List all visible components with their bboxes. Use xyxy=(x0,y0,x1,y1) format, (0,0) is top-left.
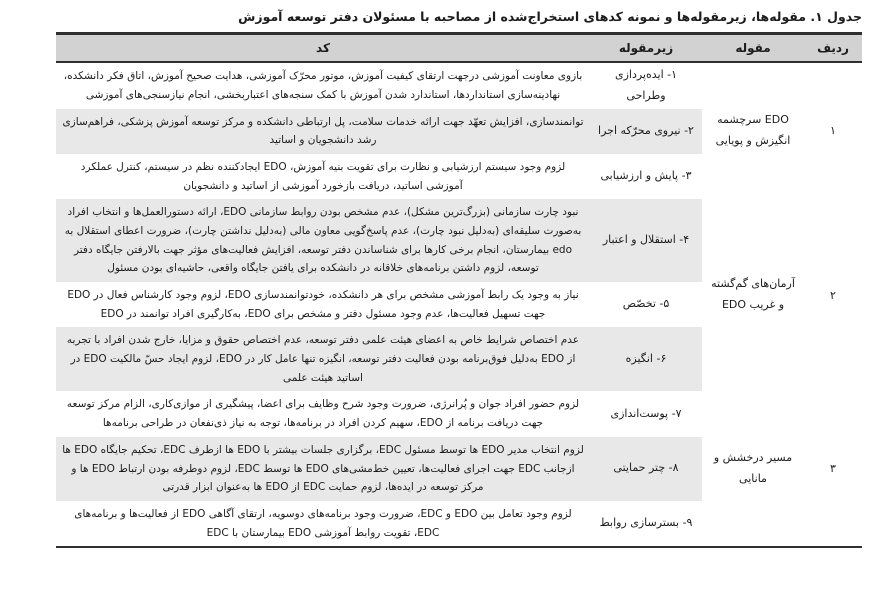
cell-subcategory: ۱- ایده‌پردازی وطراحی xyxy=(614,67,678,102)
column-header-category: مقوله xyxy=(702,33,804,62)
table-row xyxy=(56,391,862,436)
cell-code: لزوم انتخاب مدیر EDO ها توسط مسئول EDC، برگزاری جلسات بیشتر با EDO ها ازطرف EDC، تحکیم جایگاه EDO ها ازجانب EDC جهت اجرای فعالیت‌ها، تعیین خط‌مشی‌های EDO ها توسط EDC، لزوم دوطرفه بودن ارتباط EDO ها و مرکز توسعه در ایده‌ها، لزوم حمایت EDC از EDO ها به‌عنوان ابزار قدرتی xyxy=(56,437,590,501)
cell-code: لزوم حضور افراد جوان و پُرانرژی، ضرورت وجود شرح وظایف برای اعضا، پیشگیری از موازی‌کاری، الزام مرکز توسعه جهت دریافت برنامه از EDO، سهیم کردن افراد در برنامه‌ها، توجه به نیاز ذی‌نفعان در طراحی برنامه‌ها xyxy=(66,398,580,430)
header-row xyxy=(56,33,862,62)
cell-row-number: ۱ xyxy=(830,124,836,138)
column-header-subcategory: زیرمقوله xyxy=(590,33,702,62)
table-header xyxy=(56,33,862,62)
cell-subcategory: ۲- نیروی محرّکه اجرا xyxy=(590,109,702,154)
cell-category: EDO سرچشمه انگیزش و پویایی xyxy=(715,113,791,148)
cell-subcategory: ۴- استقلال و اعتبار xyxy=(590,199,702,282)
cell-category: آرمان‌های گم‌گشته و غریب EDO xyxy=(711,277,795,312)
table-row xyxy=(56,62,862,109)
cell-category: مسیر درخشش و مانایی xyxy=(713,450,793,485)
table-caption: جدول ۱. مقوله‌ها، زیرمقوله‌ها و نمونه کدهای استخراج‌شده از مصاحبه با مسئولان دفتر توسعه آموزش xyxy=(238,9,862,24)
cell-code: بازوی معاونت آموزشی درجهت ارتقای کیفیت آموزش، موتور محرّک آموزشی، هدایت صحیح آموزش، اتاق فکر دانشکده، نهادینه‌سازی استانداردها، استاندارد شدن آموزش با کمک سنجه‌های اعتباربخشی، انجام نیازسنجی‌های آموزشی xyxy=(63,69,583,101)
cell-code: عدم اختصاص شرایط خاص به اعضای هیئت علمی دفتر توسعه، عدم اختصاص حقوق و مزایا، خارج شدن افراد با تجربه از EDO به‌دلیل فوق‌برنامه بودن فعالیت دفتر توسعه، انگیزه تنها عامل کار در EDO، لزوم ایجاد حسّ مالکیت EDO در اساتید هیئت علمی xyxy=(56,327,590,391)
cell-subcategory: ۷- پوست‌اندازی xyxy=(610,406,682,420)
cell-code: توانمندسازی، افزایش تعهّد جهت ارائه خدمات سلامت، پل ارتباطی دانشکده و مرکز توسعه آموزش پزشکی، فراهم‌سازی رشد دانشجویان و اساتید xyxy=(56,109,590,154)
column-header-code: کد xyxy=(56,33,590,62)
cell-subcategory: ۵- تخصّص xyxy=(622,297,670,311)
cell-code: لزوم وجود سیستم ارزشیابی و نظارت برای تقویت بنیه آموزش، EDO ایجادکننده نظم در سیستم، کنترل عملکرد آموزشی اساتید، دریافت بازخورد آموزشی از اساتید و دانشجویان xyxy=(80,160,566,192)
cell-subcategory: ۹- بسترسازی روابط xyxy=(599,516,693,530)
cell-subcategory: ۳- پایش و ارزشیابی xyxy=(600,169,692,183)
cell-code: لزوم وجود تعامل بین EDO و EDC، ضرورت وجود برنامه‌های دوسویه، ارتقای آگاهی EDO از فعالیت‌ها و برنامه‌های EDC، تقویت روابط آموزشی EDO بیمارستان با EDC xyxy=(74,507,572,539)
cell-row-number: ۳ xyxy=(830,462,836,476)
cell-code: نیاز به وجود یک رابط آموزشی مشخص برای هر دانشکده، خودتوانمندسازی EDO، لزوم وجود کارشناس فعال در EDO جهت تسهیل فعالیت‌ها، عدم وجود مسئول دفتر و مشخص برای EDO، به‌کارگیری افراد توانمند در EDO xyxy=(67,289,579,320)
column-header-row-number: ردیف xyxy=(804,33,862,62)
cell-subcategory: ۸- چتر حمایتی xyxy=(590,437,702,501)
cell-code: نبود چارت سازمانی (بزرگ‌ترین مشکل)، عدم مشخص بودن روابط سازمانی EDO، ارائه دستورالعمل‌ها و انتخاب افراد به‌صورت سلیقه‌ای (به‌دلیل نبود چارت)، عدم پاسخ‌گویی معاون مالی (به‌دلیل نداشتن چارت)، ضرورت اعطای استقلال به edo بیمارستان، انجام برخی کارها برای شناساندن دفتر توسعه، افزایش فعالیت‌های مؤثر جهت بالارفتن جایگاه دفتر توسعه، لزوم داشتن برنامه‌های خلاقانه در دانشکده برای یافتن جایگاه واقعی، حاشیه‌ای بودن مسئول xyxy=(56,199,590,282)
table-body xyxy=(56,62,862,548)
table-row xyxy=(56,199,862,282)
data-table xyxy=(56,32,862,549)
cell-row-number: ۲ xyxy=(830,288,836,302)
cell-subcategory: ۶- انگیزه xyxy=(590,327,702,391)
